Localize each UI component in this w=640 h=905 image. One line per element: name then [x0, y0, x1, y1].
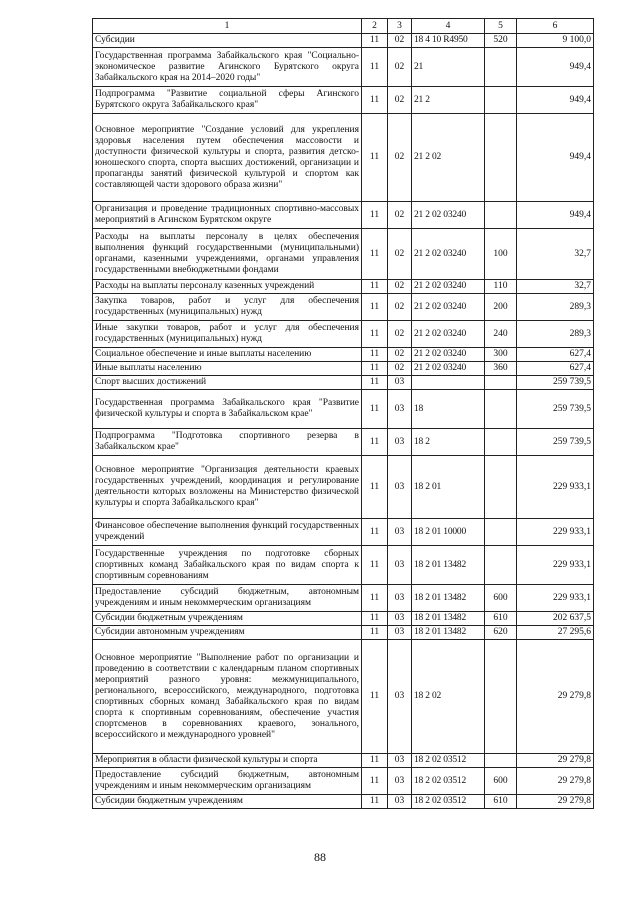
row-amount: 32,7	[517, 280, 594, 294]
row-name: Государственная программа Забайкальского края "Развитие физической культуры и спорта в Забайкальском крае"	[93, 390, 362, 429]
row-name: Субсидии бюджетным учреждениям	[93, 795, 362, 809]
row-subsection: 03	[388, 456, 412, 519]
row-target-article: 18 2 01	[412, 456, 485, 519]
table-row	[93, 626, 594, 640]
table-row	[93, 612, 594, 626]
row-amount: 949,4	[517, 87, 594, 114]
row-target-article: 21 2	[412, 87, 485, 114]
row-subsection: 03	[388, 390, 412, 429]
row-amount: 289,3	[517, 294, 594, 321]
row-section: 11	[362, 376, 388, 390]
header-col-5: 5	[485, 19, 517, 34]
row-target-article: 21 2 02 03240	[412, 229, 485, 280]
row-amount: 229 933,1	[517, 585, 594, 612]
row-name: Расходы на выплаты персоналу казенных учреждений	[93, 280, 362, 294]
row-subsection: 03	[388, 429, 412, 456]
row-section: 11	[362, 202, 388, 229]
row-name: Государственные учреждения по подготовке сборных спортивных команд Забайкальского края по видам спорта к спортивным соревнованиям	[93, 546, 362, 585]
row-name: Закупка товаров, работ и услуг для обеспечения государственных (муниципальных) нужд	[93, 294, 362, 321]
row-expense-type	[485, 390, 517, 429]
row-expense-type	[485, 754, 517, 768]
row-section: 11	[362, 626, 388, 640]
row-amount: 949,4	[517, 114, 594, 202]
row-amount: 32,7	[517, 229, 594, 280]
row-amount: 949,4	[517, 202, 594, 229]
row-target-article: 21 2 02 03240	[412, 202, 485, 229]
row-expense-type	[485, 48, 517, 87]
row-amount: 259 739,5	[517, 376, 594, 390]
row-target-article: 18 4 10 R4950	[412, 34, 485, 48]
row-section: 11	[362, 429, 388, 456]
row-expense-type: 520	[485, 34, 517, 48]
table-header-row	[93, 19, 594, 34]
row-name: Подпрограмма "Развитие социальной сферы Агинского Бурятского округа Забайкальского края"	[93, 87, 362, 114]
row-expense-type	[485, 376, 517, 390]
row-amount: 229 933,1	[517, 519, 594, 546]
row-target-article: 18	[412, 390, 485, 429]
row-subsection: 02	[388, 348, 412, 362]
table-row	[93, 34, 594, 48]
row-section: 11	[362, 585, 388, 612]
budget-table	[92, 18, 594, 809]
row-subsection: 02	[388, 321, 412, 348]
row-subsection: 02	[388, 114, 412, 202]
row-expense-type: 610	[485, 612, 517, 626]
row-expense-type: 300	[485, 348, 517, 362]
row-section: 11	[362, 640, 388, 754]
table-row	[93, 754, 594, 768]
row-subsection: 02	[388, 294, 412, 321]
row-expense-type	[485, 546, 517, 585]
table-row	[93, 376, 594, 390]
row-expense-type: 620	[485, 626, 517, 640]
row-subsection: 03	[388, 754, 412, 768]
row-section: 11	[362, 362, 388, 376]
row-name: Иные закупки товаров, работ и услуг для обеспечения государственных (муниципальных) нужд	[93, 321, 362, 348]
row-name: Субсидии бюджетным учреждениям	[93, 612, 362, 626]
row-section: 11	[362, 294, 388, 321]
row-section: 11	[362, 348, 388, 362]
row-target-article: 18 2 01 13482	[412, 626, 485, 640]
row-section: 11	[362, 87, 388, 114]
row-subsection: 02	[388, 34, 412, 48]
header-col-1: 1	[93, 19, 362, 34]
table-row	[93, 768, 594, 795]
row-target-article: 21	[412, 48, 485, 87]
row-subsection: 02	[388, 229, 412, 280]
row-expense-type	[485, 114, 517, 202]
row-amount: 29 279,8	[517, 768, 594, 795]
row-amount: 27 295,6	[517, 626, 594, 640]
row-section: 11	[362, 390, 388, 429]
row-expense-type: 200	[485, 294, 517, 321]
row-target-article: 18 2 02 03512	[412, 754, 485, 768]
row-target-article: 18 2 02 03512	[412, 768, 485, 795]
row-amount: 29 279,8	[517, 640, 594, 754]
row-name: Основное мероприятие "Организация деятельности краевых государственных учреждений, координация и регулирование деятельности которых возложены на Министерство физической культуры и спорта Забайкальского края"	[93, 456, 362, 519]
row-section: 11	[362, 34, 388, 48]
row-section: 11	[362, 280, 388, 294]
row-subsection: 03	[388, 795, 412, 809]
row-subsection: 03	[388, 585, 412, 612]
row-expense-type	[485, 640, 517, 754]
row-target-article: 21 2 02 03240	[412, 321, 485, 348]
table-body	[93, 19, 594, 809]
table-row	[93, 229, 594, 280]
table-row	[93, 640, 594, 754]
table-row	[93, 362, 594, 376]
row-amount: 29 279,8	[517, 754, 594, 768]
row-name: Расходы на выплаты персоналу в целях обеспечения выполнения функций государственными (муниципальными) органами, казенными учреждениями, органами управления государственными внебюджетными фондами	[93, 229, 362, 280]
row-amount: 9 100,0	[517, 34, 594, 48]
row-expense-type	[485, 202, 517, 229]
row-amount: 229 933,1	[517, 546, 594, 585]
table-row	[93, 546, 594, 585]
row-subsection: 03	[388, 612, 412, 626]
row-name: Организация и проведение традиционных спортивно-массовых мероприятий в Агинском Бурятском округе	[93, 202, 362, 229]
table-row	[93, 795, 594, 809]
row-section: 11	[362, 114, 388, 202]
row-target-article: 21 2 02 03240	[412, 280, 485, 294]
row-target-article: 21 2 02 03240	[412, 294, 485, 321]
row-subsection: 02	[388, 362, 412, 376]
row-expense-type: 360	[485, 362, 517, 376]
row-expense-type: 240	[485, 321, 517, 348]
row-expense-type	[485, 519, 517, 546]
header-col-6: 6	[517, 19, 594, 34]
table-row	[93, 114, 594, 202]
row-section: 11	[362, 795, 388, 809]
header-col-2: 2	[362, 19, 388, 34]
row-expense-type: 110	[485, 280, 517, 294]
row-section: 11	[362, 229, 388, 280]
row-section: 11	[362, 321, 388, 348]
row-expense-type: 600	[485, 585, 517, 612]
row-subsection: 03	[388, 519, 412, 546]
row-name: Спорт высших достижений	[93, 376, 362, 390]
row-target-article: 18 2 01 13482	[412, 585, 485, 612]
row-amount: 229 933,1	[517, 456, 594, 519]
row-name: Основное мероприятие "Создание условий для укрепления здоровья населения путем обеспечения массовости и доступности физической культуры и спорта, развития детско-юношеского спорта, спорта высших достижений, организации и пропаганды занятий физической культурой и спортом как составляющей части здорового образа жизни"	[93, 114, 362, 202]
row-expense-type	[485, 429, 517, 456]
row-amount: 259 739,5	[517, 390, 594, 429]
row-target-article: 18 2 01 13482	[412, 612, 485, 626]
row-amount: 289,3	[517, 321, 594, 348]
row-subsection: 03	[388, 546, 412, 585]
row-name: Субсидии	[93, 34, 362, 48]
row-subsection: 02	[388, 202, 412, 229]
row-name: Подпрограмма "Подготовка спортивного резерва в Забайкальском крае"	[93, 429, 362, 456]
row-expense-type: 100	[485, 229, 517, 280]
row-section: 11	[362, 48, 388, 87]
table-row	[93, 48, 594, 87]
row-section: 11	[362, 768, 388, 795]
row-amount: 627,4	[517, 362, 594, 376]
row-amount: 949,4	[517, 48, 594, 87]
table-row	[93, 390, 594, 429]
row-expense-type: 600	[485, 768, 517, 795]
table-row	[93, 321, 594, 348]
header-col-4: 4	[412, 19, 485, 34]
row-subsection: 03	[388, 768, 412, 795]
row-subsection: 03	[388, 640, 412, 754]
table-row	[93, 519, 594, 546]
row-subsection: 02	[388, 48, 412, 87]
page-number: 88	[314, 850, 326, 864]
row-name: Субсидии автономным учреждениям	[93, 626, 362, 640]
row-subsection: 03	[388, 626, 412, 640]
row-section: 11	[362, 612, 388, 626]
row-name: Основное мероприятие "Выполнение работ по организации и проведению в соответствии с календарным планом спортивных мероприятий разного уровня: межмуниципального, регионального, всероссийского, международного, подготовка спортивных сборных команд Забайкальского края по видам спорта к спортивным соревнованиям, обеспечение участия спортсменов в соревнованиях краевого, зонального, всероссийского и международного уровней"	[93, 640, 362, 754]
table-row	[93, 585, 594, 612]
row-name: Предоставление субсидий бюджетным, автономным учреждениям и иным некоммерческим организациям	[93, 768, 362, 795]
table-row	[93, 202, 594, 229]
table-row	[93, 87, 594, 114]
row-section: 11	[362, 519, 388, 546]
row-name: Государственная программа Забайкальского края "Социально-экономическое развитие Агинского Бурятского округа Забайкальского края на 2014–2020 годы"	[93, 48, 362, 87]
row-section: 11	[362, 754, 388, 768]
row-target-article: 21 2 02 03240	[412, 362, 485, 376]
table-row	[93, 280, 594, 294]
row-target-article: 18 2 02 03512	[412, 795, 485, 809]
row-amount: 627,4	[517, 348, 594, 362]
row-amount: 259 739,5	[517, 429, 594, 456]
header-col-3: 3	[388, 19, 412, 34]
row-name: Финансовое обеспечение выполнения функций государственных учреждений	[93, 519, 362, 546]
row-expense-type: 610	[485, 795, 517, 809]
table-row	[93, 294, 594, 321]
row-name: Иные выплаты населению	[93, 362, 362, 376]
row-target-article: 21 2 02	[412, 114, 485, 202]
row-subsection: 03	[388, 376, 412, 390]
table-row	[93, 429, 594, 456]
row-target-article: 18 2 01 10000	[412, 519, 485, 546]
row-subsection: 02	[388, 280, 412, 294]
row-expense-type	[485, 456, 517, 519]
table-row	[93, 348, 594, 362]
row-name: Предоставление субсидий бюджетным, автономным учреждениям и иным некоммерческим организациям	[93, 585, 362, 612]
row-section: 11	[362, 546, 388, 585]
row-target-article	[412, 376, 485, 390]
row-name: Мероприятия в области физической культуры и спорта	[93, 754, 362, 768]
row-target-article: 18 2 02	[412, 640, 485, 754]
row-subsection: 02	[388, 87, 412, 114]
row-target-article: 18 2	[412, 429, 485, 456]
row-target-article: 18 2 01 13482	[412, 546, 485, 585]
row-amount: 29 279,8	[517, 795, 594, 809]
row-target-article: 21 2 02 03240	[412, 348, 485, 362]
row-name: Социальное обеспечение и иные выплаты населению	[93, 348, 362, 362]
row-amount: 202 637,5	[517, 612, 594, 626]
table-row	[93, 456, 594, 519]
row-section: 11	[362, 456, 388, 519]
row-expense-type	[485, 87, 517, 114]
